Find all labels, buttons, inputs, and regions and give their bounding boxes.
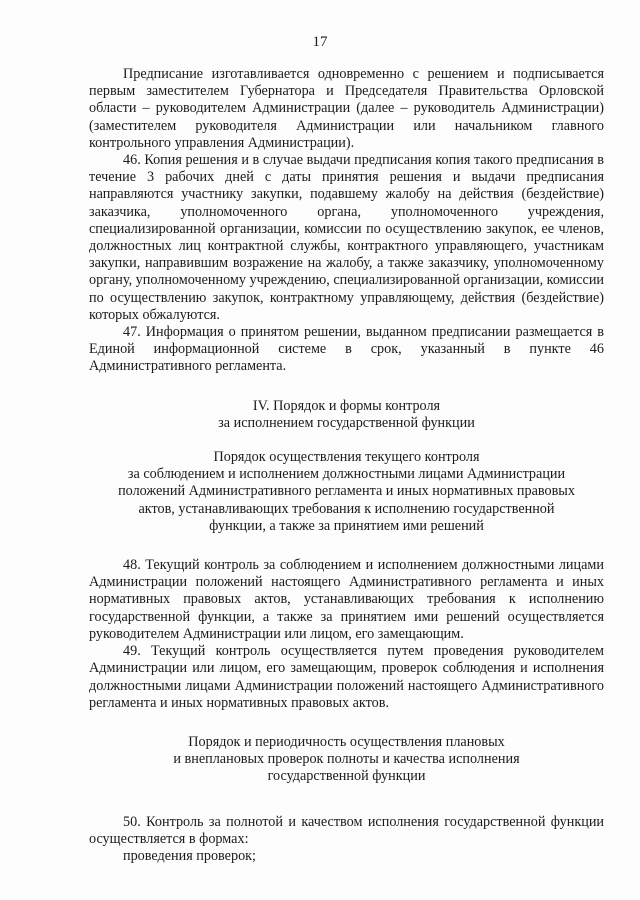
page-number: 17 (312, 34, 328, 50)
paragraph-prescription: Предписание изготавливается одновременно с решением и подписывается первым заместителем Губернатора и Председателя Правительства Орловской области – руководителем Администрации (далее – руководитель Администрации) (заместителем руководителя Администрации или начальником главного контрольного управления Администрации). (89, 66, 604, 151)
subsection-heading-line: Порядок и периодичность осуществления плановых (188, 733, 505, 750)
paragraph-49: 49. Текущий контроль осуществляется путем проведения руководителем Администрации или лицом, его замещающим, проверок соблюдения и исполнения должностными лицами Администрации положений настоящего Административного регламента и иных нормативных правовых актов. (89, 643, 604, 711)
subsection-heading-line: Порядок осуществления текущего контроля (213, 449, 480, 466)
section-4-subtitle: за исполнением государственной функции (218, 414, 475, 431)
paragraph-47: 47. Информация о принятом решении, выданном предписании размещается в Единой информационной системе в срок, указанный в пункте 46 Административного регламента. (89, 324, 604, 375)
subsection-heading-line: функции, а также за принятием ими решений (209, 517, 484, 534)
subsection-heading-line: актов, устанавливающих требования к исполнению государственной (138, 500, 555, 517)
section-4-title: IV. Порядок и формы контроля (252, 397, 441, 414)
paragraph-50: 50. Контроль за полнотой и качеством исполнения государственной функции осуществляется в формах: (89, 813, 604, 847)
subsection-inspections-heading (89, 734, 604, 786)
section-4-heading (89, 398, 604, 432)
subsection-heading-line: положений Административного регламента и иных нормативных правовых (118, 483, 575, 500)
paragraph-46: 46. Копия решения и в случае выдачи предписания копия такого предписания в течение 3 рабочих дней с даты принятия решения и выдачи предписания направляются участнику закупки, подавшему жалобу на действия (бездействие) заказчика, уполномоченного органа, уполномоченного учреждения, специализированной организации, комиссии по осуществлению закупок, ее членов, должностных лиц контрактной службы, контрактного управляющего, участникам закупки, направившим возражение на жалобу, а также заказчику, уполномоченному органу, уполномоченному учреждению, специализированной организации, комиссии по осуществлению закупок, контрактному управляющему, действия (бездействие) которых обжалуются. (89, 152, 605, 323)
subsection-heading-line: за соблюдением и исполнением должностными лицами Администрации (127, 466, 566, 483)
subsection-current-control-heading (89, 449, 604, 535)
paragraph-48: 48. Текущий контроль за соблюдением и исполнением должностными лицами Администрации положений настоящего Административного регламента и иных нормативных правовых актов, устанавливающих требования к исполнению государственной функции, а также за принятием ими решений осуществляется руководителем Администрации или лицом, его замещающим. (89, 557, 604, 642)
subsection-heading-line: и внеплановых проверок полноты и качества исполнения (173, 751, 520, 768)
document-body (89, 66, 604, 865)
paragraph-50-item-1: проведения проверок; (123, 847, 256, 864)
subsection-heading-line: государственной функции (267, 768, 426, 785)
